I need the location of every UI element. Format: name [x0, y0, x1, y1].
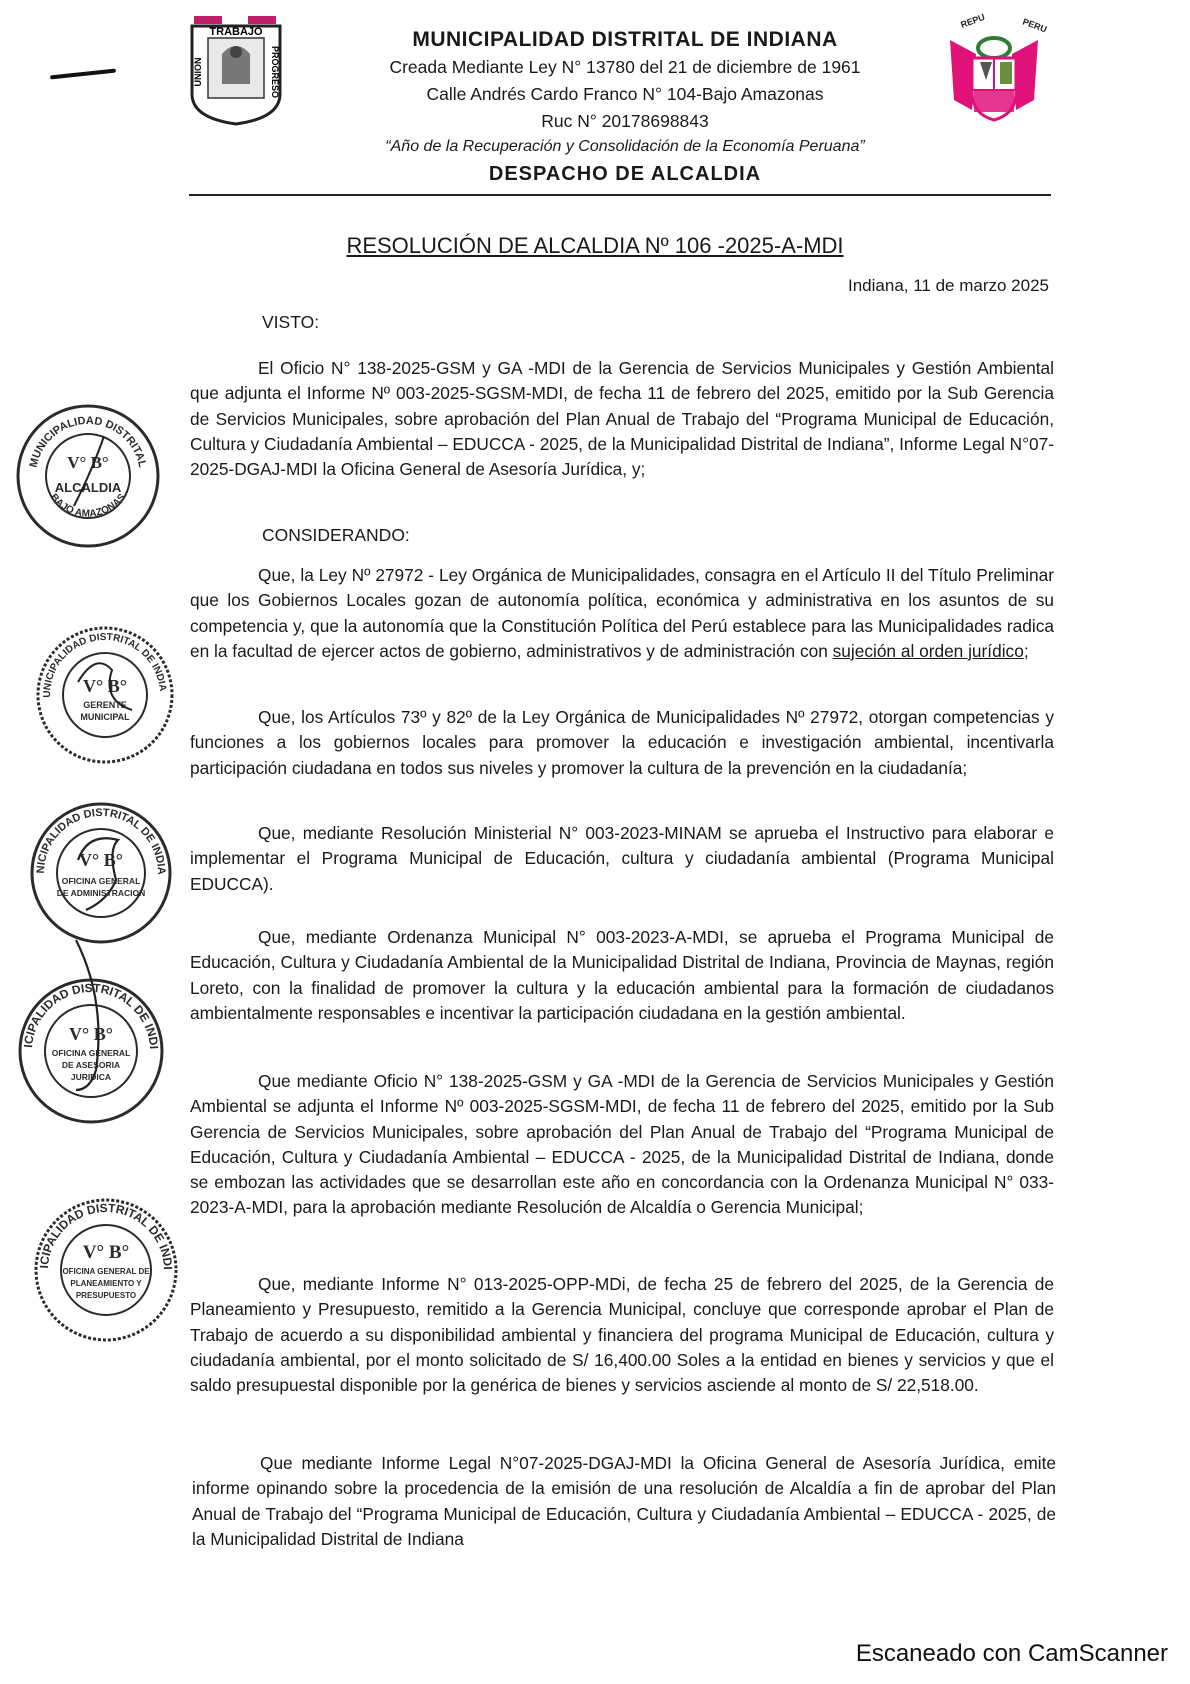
arms-right-text: PERU — [1021, 16, 1049, 35]
paragraph-visto — [190, 356, 1054, 482]
shield-left-text: UNION — [193, 57, 203, 87]
seal-role-line-1: OFICINA GENERAL — [51, 1048, 131, 1058]
paragraph-ley-organica — [190, 563, 1054, 664]
paragraph-text: Que, mediante Resolución Ministerial N° 003-2023-MINAM se aprueba el Instructivo para elaborar e implementar el Programa Municipal de Educación, cultura y ciudadanía ambiental (Programa Municipal EDUCCA). — [190, 823, 1054, 894]
header-divider — [189, 194, 1051, 196]
seal-administracion — [23, 791, 174, 946]
seal-role-line-2: PLANEAMIENTO Y — [70, 1279, 142, 1288]
paragraph-end: ; — [1023, 640, 1029, 661]
shield-top-text: TRABAJO — [209, 26, 263, 38]
paragraph-informe-legal — [192, 1451, 1056, 1552]
considerando-heading: CONSIDERANDO: — [262, 525, 410, 545]
seal-role-line-3: PRESUPUESTO — [75, 1291, 137, 1300]
visto-heading: VISTO: — [262, 312, 320, 332]
paragraph-text: Que, mediante Ordenanza Municipal N° 003-2023-A-MDI, se aprueba el Programa Municipal de Educación, Cultura y Ciudadanía Ambiental de la Municipalidad Distrital de Indiana, Provincia de Maynas, región Loreto, con la finalidad de promover la cultura y la educación ambiental para la formación de ciudadanos ambientalmente responsables e incentivar la participación ciudadana en la gestión ambiental. — [190, 927, 1054, 1023]
paragraph-text: El Oficio N° 138-2025-GSM y GA -MDI de la Gerencia de Servicios Municipales y Gestión Ambiental que adjunta el Informe Nº 003-2025-SGSM-MDI, de fecha 11 de febrero del 2025, emitido por la Sub Gerencia de Servicios Municipales, sobre aprobación del Plan Anual de Trabajo del “Programa Municipal de Educación, Cultura y Ciudadanía Ambiental – EDUCCA - 2025, de la Municipalidad Distrital de Indiana”, Informe Legal N°07-2025-DGAJ-MDI la Oficina General de Asesoría Jurídica, y; — [190, 358, 1054, 480]
seal-ring-bottom-text: BAJO AMAZONAS — [47, 491, 129, 520]
shield-right-text: PROGRESO — [270, 45, 280, 99]
paragraph-text: Que, mediante Informe N° 013-2025-OPP-MDi, de fecha 25 de febrero del 2025, de la Gerencia de Planeamiento y Presupuesto, remitido a la Gerencia Municipal, concluye que corresponde aprobar el Plan de Trabajo de acuerdo a su disponibilidad ambiental y financiera del programa Municipal de Educación, cultura y ciudadanía ambiental, por el monto solicitado de S/ 16,400.00 Soles a la entidad en bienes y servicios y que el saldo presupuestal disponible por la genérica de bienes y servicios asciende al monto de S/ 22,518.00. — [190, 1274, 1054, 1396]
seal-vb: V° B° — [69, 1024, 113, 1044]
seal-alcaldia — [14, 402, 162, 550]
seal-role: ALCALDIA — [54, 480, 122, 495]
paragraph-ordenanza — [190, 925, 1054, 1026]
paragraph-text: Que, los Artículos 73º y 82º de la Ley Orgánica de Municipalidades Nº 27972, otorgan competencias y funciones a los gobiernos locales para promover la educación e investigación ambiental, incentivarla participación ciudadana en todos sus niveles y promover la cultura de la prevención en la ciudadanía; — [190, 707, 1054, 778]
seal-role-line-2: DE ADMINISTRACION — [56, 888, 146, 898]
creation-law: Creada Mediante Ley N° 13780 del 21 de diciembre de 1961 — [389, 57, 861, 77]
office-name: DESPACHO DE ALCALDIA — [488, 163, 762, 185]
svg-text:BAJO AMAZONAS — [48, 492, 128, 520]
paragraph-minam — [190, 821, 1054, 897]
camscanner-watermark: Escaneado con CamScanner — [855, 1640, 1168, 1667]
seal-ring-text: MUNICIPALIDAD DISTRITAL DE INDIANA — [29, 616, 168, 698]
seal-ring-text: MUNICIPALIDAD DISTRITAL — [27, 414, 149, 469]
arms-left-text: REPU — [959, 11, 987, 30]
year-motto: “Año de la Recuperación y Consolidación de la Economía Peruana” — [385, 138, 865, 155]
resolution-date: Indiana, 11 de marzo 2025 — [848, 276, 1049, 295]
paragraph-informe-opp — [190, 1272, 1054, 1398]
paragraph-text: Que mediante Oficio N° 138-2025-GSM y GA -MDI de la Gerencia de Servicios Municipales y Gestión Ambiental se adjunta el Informe Nº 003-2025-SGSM-MDI, de fecha 11 de febrero del 2025, emitido por la Sub Gerencia de Servicios Municipales, sobre aprobación del Plan Anual de Trabajo del “Programa Municipal de Educación, Cultura y Ciudadanía Ambiental – EDUCCA - 2025, de la Municipalidad Distrital de Indiana, donde se embozan las actividades que se desarrollan este año en concordancia con la Ordenanza Municipal N° 033-2023-A-MDI, para la aprobación mediante Resolución de Alcaldía o Gerencia Municipal; — [190, 1071, 1054, 1218]
seal-planeamiento-presupuesto — [27, 1185, 180, 1344]
ruc-number: Ruc N° 20178698843 — [541, 111, 709, 131]
address: Calle Andrés Cardo Franco N° 104-Bajo Amazonas — [426, 84, 824, 104]
seal-gerencia-municipal — [29, 616, 176, 766]
paragraph-articulos — [190, 705, 1054, 781]
paragraph-oficio — [190, 1069, 1054, 1221]
seal-vb: V° B° — [67, 453, 109, 472]
seal-role-line-1: GERENTE — [83, 700, 127, 710]
seal-asesoria-juridica — [11, 965, 166, 1126]
municipality-name: MUNICIPALIDAD DISTRITAL DE INDIANA — [412, 28, 838, 51]
seal-role-line-2: MUNICIPAL — [80, 712, 130, 722]
paragraph-text: Que, la Ley Nº 27972 - Ley Orgánica de Municipalidades, consagra en el Artículo II del Título Preliminar que los Gobiernos Locales gozan de autonomía política, económica y administrativa en los asuntos de su competencia y, que la autonomía que la Constitución Política del Perú establece para las Municipalidades radica en la facultad de ejercer actos de gobierno, administrativos y de administración con — [190, 565, 1054, 661]
seal-vb: V° B° — [83, 676, 127, 696]
signature-stroke — [78, 838, 118, 910]
seal-ring-text: MUNICIPALIDAD DISTRITAL DE INDIANA — [11, 965, 161, 1050]
seal-role-line-2: DE ASESORIA — [61, 1060, 121, 1070]
seal-ring-text: MUNICIPALIDAD DISTRITAL DE INDIANA — [23, 791, 168, 875]
resolution-title: RESOLUCIÓN DE ALCALDIA Nº 106 -2025-A-MDI — [346, 233, 844, 258]
seal-role-line-3: JURIDICA — [70, 1072, 112, 1082]
seal-vb: V° B° — [82, 1242, 130, 1263]
seal-vb: V° B° — [79, 850, 123, 870]
seal-role-line-1: OFICINA GENERAL DE — [62, 1267, 150, 1276]
paragraph-text: Que mediante Informe Legal N°07-2025-DGAJ-MDI la Oficina General de Asesoría Jurídica, emite informe opinando sobre la procedencia de la emisión de una resolución de Alcaldía a fin de aprobar del Plan Anual de Trabajo del “Programa Municipal de Educación, Cultura y Ciudadanía Ambiental – EDUCCA - 2025, de la Municipalidad Distrital de Indiana — [192, 1453, 1056, 1549]
seal-ring-text: MUNICIPALIDAD DISTRITAL DE INDIANA — [27, 1185, 176, 1270]
seal-role-line-1: OFICINA GENERAL — [61, 876, 141, 886]
underlined-phrase: sujeción al orden jurídico — [832, 640, 1024, 661]
